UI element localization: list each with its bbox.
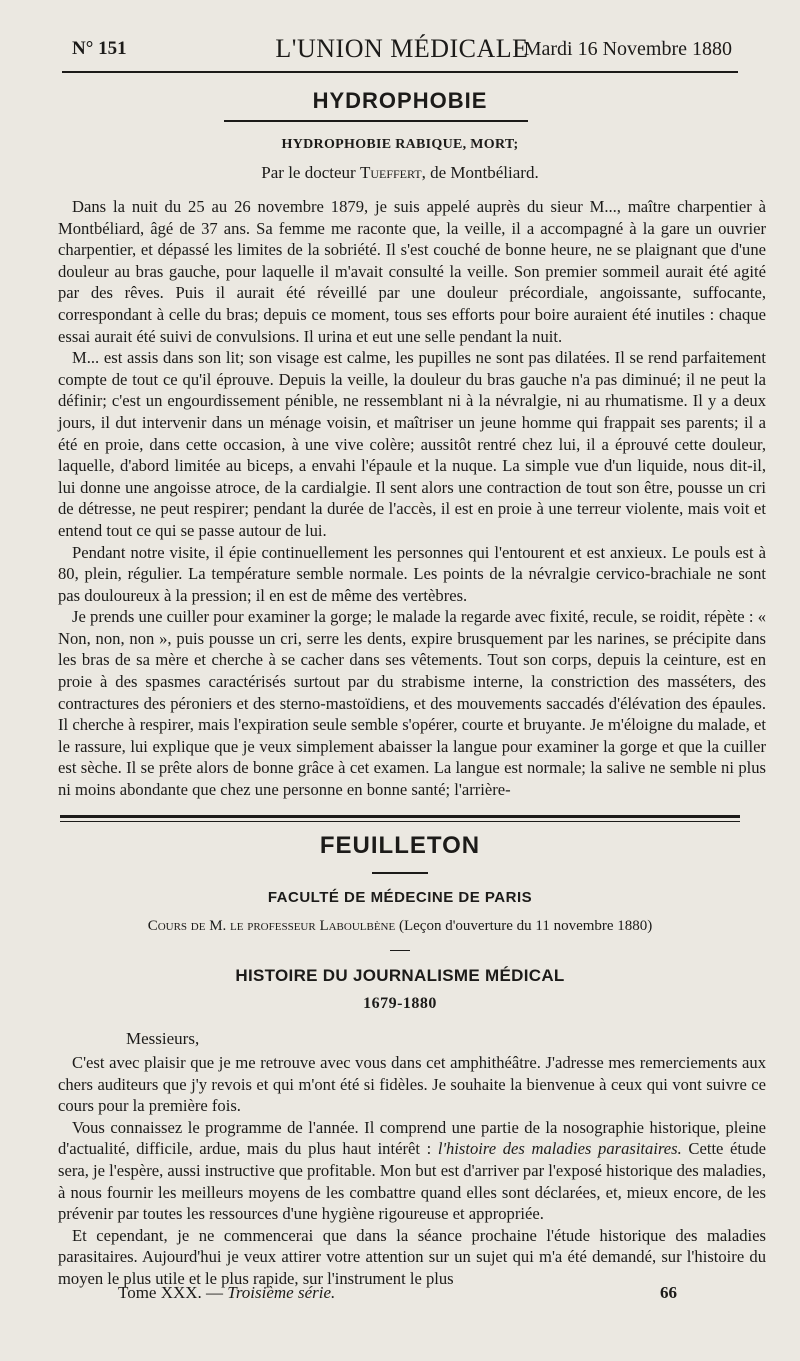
page-number: 66 (660, 1283, 677, 1302)
article-byline (0, 163, 800, 183)
article-paragraph: M... est assis dans son lit; son visage est calme, les pupilles ne sont pas dilatées. Il se rend parfaitement compte de tout ce qu'il éprouve. Depuis la veille, la douleur du bras gauche n'a pas diminué; il ne peut la définir; c'est un engourdissement pénible, ne ressemblant ni à la névralgie, ni au rhumatisme. Il y a deux jours, il dut intervenir dans un ménage voisin, et maîtriser un jeune homme qui frappait ses parents; il a été en proie, dans cette occasion, à une vive colère; aussitôt rentré chez lui, il a éprouvé cette douleur, laquelle, d'abord limitée au biceps, a envahi l'épaule et la nuque. La simple vue d'un liquide, nous dit-il, lui donne une angoisse atroce, de la cardialgie. Il sent alors une contraction de tout son être, pousse un cri de détresse, ne peut respirer; pendant la durée de l'accès, il est en proie à une terreur violente, mais voit et entend tout ce qui se passe autour de lui. (58, 348, 766, 540)
feuilleton-paragraph (58, 1117, 766, 1225)
faculty-title: FACULTÉ DE MÉDECINE DE PARIS (267, 889, 533, 906)
byline-prefix: Par le docteur (261, 163, 356, 182)
footer-tome (118, 1283, 335, 1303)
article-paragraph: Je prends une cuiller pour examiner la gorge; le malade la regarde avec fixité, recule, se roidit, répète : « Non, non, non », puis pousse un cri, serre les dents, expire brusquement par les narines, se précipite dans les bras de sa mère et cherche à se cacher dans ses vêtements. Tout son corps, depuis la ceinture, est en proie à des spasmes caractérisés surtout par du strabisme interne, la constriction des masséters, des contractures des péroniers et des sterno-mastoïdiens, et des mouvements saccadés d'élévation des épaules. Il cherche à respirer, mais l'expiration seule semble s'opérer, courte et bruyante. Je m'éloigne du malade, et le rassure, lui explique que je veux simplement abaisser la langue pour examiner la gorge et que la cuiller est sèche. Il se prête alors de bonne grâce à cet examen. La langue est normale; la salive ne semble ni plus ni moins abondante que chez une personne en bonne santé; l'arrière- (58, 607, 766, 800)
issue-date: Mardi 16 Novembre 1880 (523, 38, 732, 60)
journal-title: L'UNION MÉDICALE (275, 34, 529, 63)
feuilleton-title-dash (372, 872, 428, 874)
title-underline (224, 120, 528, 122)
author-name: Tueffert (359, 163, 422, 182)
tome-series: Troisième série. (227, 1283, 336, 1302)
lecture-years: 1679-1880 (363, 995, 437, 1012)
course-note: (Leçon d'ouverture du 11 novembre 1880) (398, 918, 653, 934)
article-subtitle: HYDROPHOBIE RABIQUE, MORT; (281, 137, 519, 152)
professor-name: Laboulbène (319, 918, 396, 934)
salutation: Messieurs, (126, 1029, 200, 1048)
issue-number: N° 151 (72, 38, 127, 59)
course-dash (390, 950, 410, 951)
article-section-title: HYDROPHOBIE (312, 88, 488, 113)
masthead-rule (62, 71, 738, 73)
masthead (72, 34, 732, 64)
article-body (58, 196, 766, 801)
course-prefix: Cours de M. le professeur (147, 918, 316, 934)
byline-suffix: , de Montbéliard. (421, 163, 539, 182)
course-line (0, 918, 800, 935)
lecture-title: HISTOIRE DU JOURNALISME MÉDICAL (235, 966, 565, 985)
feuilleton-paragraph: Et cependant, je ne commencerai que dans la séance prochaine l'étude historique des maladies parasitaires. Aujourd'hui je veux attirer votre attention sur un sujet qui m'a été demandé, sur l'histoire du moyen le plus utile et le plus rapide, sur l'instrument le plus (58, 1225, 766, 1288)
article-paragraph: Pendant notre visite, il épie continuellement les personnes qui l'entourent et est anxieux. Le pouls est à 80, plein, régulier. La température semble normale. Les points de la névralgie cervico-brachiale ne sont pas douloureux à la pression; il en est de même des vertèbres. (58, 542, 766, 605)
page-footer (0, 1283, 800, 1307)
paragraph-italic: l'histoire des maladies parasitaires. (437, 1139, 682, 1159)
feuilleton-separator-bottom (60, 821, 740, 822)
feuilleton-body (58, 1052, 766, 1290)
tome-number: Tome XXX. — (118, 1283, 224, 1302)
paragraph-text: Vous connaissez le programme de l'année. Il comprend une partie de la nosographie historique, pleine d'actualité, difficile, ardue, mais du plus haut intérêt : (58, 1117, 766, 1159)
feuilleton-paragraph: C'est avec plaisir que je me retrouve avec vous dans cet amphithéâtre. J'adresse mes remerciements aux chers auditeurs que j'y revois et qui m'ont été si fidèles. Je souhaite la bienvenue à ceux qui vont suivre ce cours pour la première fois. (58, 1053, 766, 1116)
feuilleton-separator-top (60, 815, 740, 818)
feuilleton-title: FEUILLETON (319, 832, 481, 859)
paragraph-text: Cette étude sera, je l'espère, aussi instructive que profitable. Mon but est d'arriver par l'exposé historique des maladies, à nous fournir les meilleurs moyens de les combattre quand elles sont déclarées, et, mieux encore, de les prévenir par toutes les ressources d'une hygiène rigoureuse et appropriée. (58, 1139, 766, 1224)
article-paragraph: Dans la nuit du 25 au 26 novembre 1879, je suis appelé auprès du sieur M..., maître charpentier à Montbéliard, âgé de 37 ans. Sa femme me raconte que, la veille, il a accompagné à la gare un ouvrier charpentier, et dépassé les limites de la sobriété. Il s'est couché de bonne heure, ne se plaignant que d'une douleur au bras gauche, pour laquelle il m'avait consulté la veille. Son premier sommeil aurait été agité par des rêves. Puis il aurait été réveillé par une douleur précordiale, angoissante, suffocante, correspondant à celle du bras; depuis ce moment, tous ses efforts pour boire auraient été inutiles : chaque essai aurait été suivi de convulsions. Il urina et eut une selle pendant la nuit. (58, 197, 766, 346)
